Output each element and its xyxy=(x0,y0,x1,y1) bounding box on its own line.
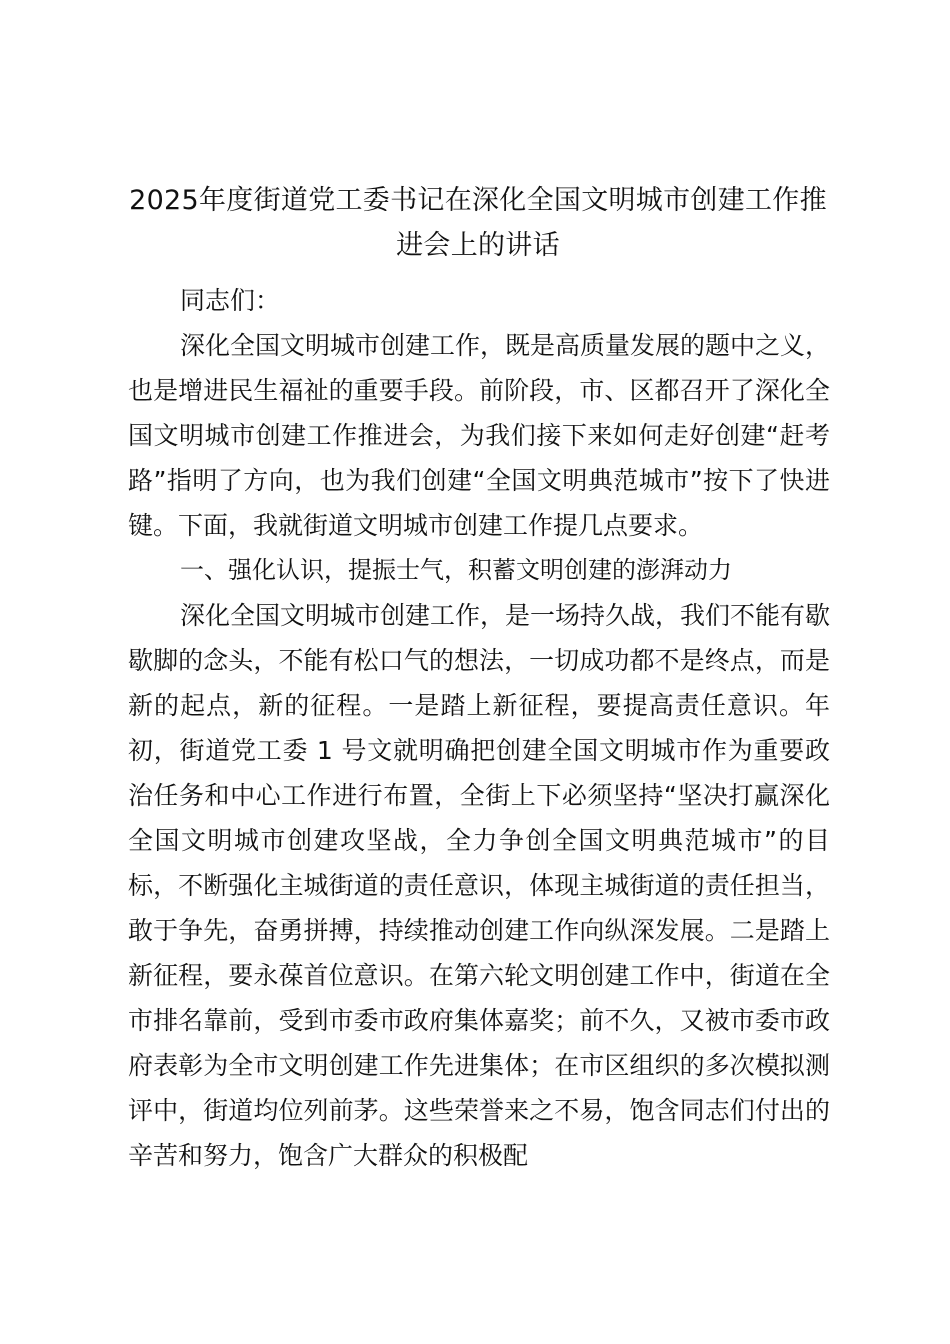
document-body xyxy=(128,278,830,1178)
salutation: 同志们： xyxy=(180,286,281,315)
section-paragraph-1: 深化全国文明城市创建工作，是一场持久战，我们不能有歇歇脚的念头，不能有松口气的想法，一切成功都不是终点，而是新的起点，新的征程。一是踏上新征程，要提高责任意识。年初，街道党工委 1 号文就明确把创建全国文明城市作为重要政治任务和中心工作进行布置，全街上下必须坚持“坚决打赢深化全国文明城市创建攻坚战，全力争创全国文明典范城市”的目标，不断强化主城街道的责任意识，体现主城街道的责任担当，敢于争先，奋勇拼搏，持续推动创建工作向纵深发展。二是踏上新征程，要永葆首位意识。在第六轮文明创建工作中，街道在全市排名靠前，受到市委市政府集体嘉奖；前不久，又被市委市政府表彰为全市文明创建工作先进集体；在市区组织的多次模拟测评中，街道均位列前茅。这些荣誉来之不易，饱含同志们付出的辛苦和努力，饱含广大群众的积极配 xyxy=(128,601,831,1170)
document-title: 2025年度街道党工委书记在深化全国文明城市创建工作推进会上的讲话 xyxy=(129,185,827,261)
section-heading-1: 一、强化认识，提振士气，积蓄文明创建的澎湃动力 xyxy=(180,556,732,584)
intro-paragraph: 深化全国文明城市创建工作，既是高质量发展的题中之义，也是增进民生福祉的重要手段。前阶段，市、区都召开了深化全国文明城市创建工作推进会，为我们接下来如何走好创建“赶考路”指明了方向，也为我们创建“全国文明典范城市”按下了快进键。下面，我就街道文明城市创建工作提几点要求。 xyxy=(128,331,831,540)
